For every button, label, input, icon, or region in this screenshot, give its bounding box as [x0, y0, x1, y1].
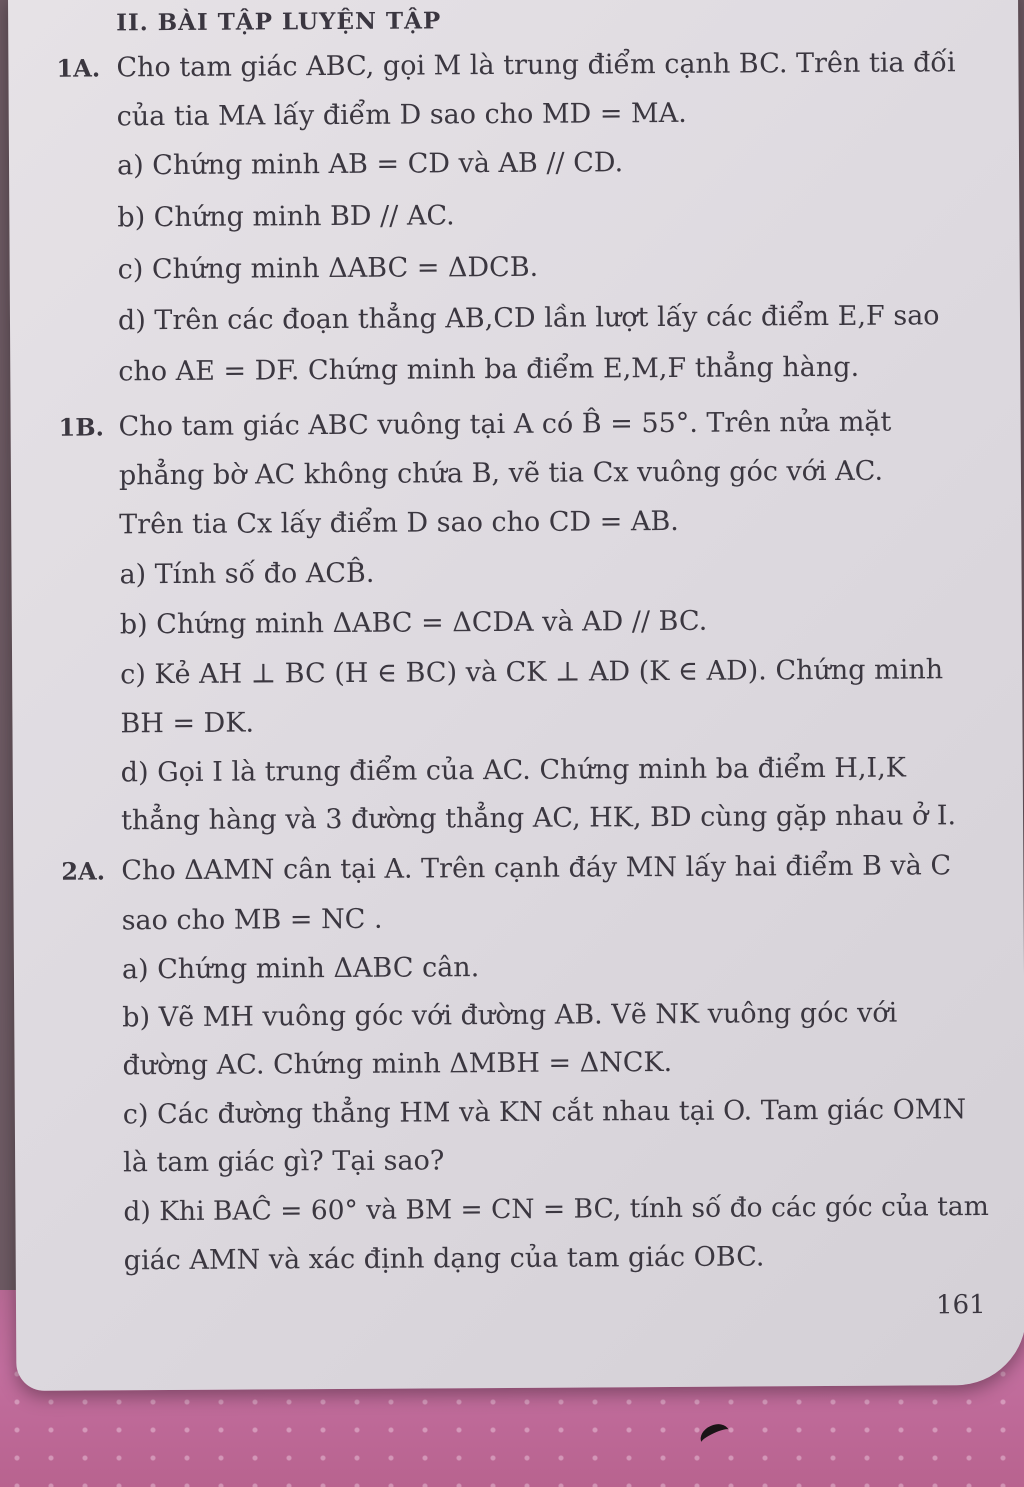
- problem-1a-part-d: d) Trên các đoạn thẳng AB,CD lần lượt lấy các điểm E,F sao: [117, 300, 940, 337]
- problem-1a-line-2: của tia MA lấy điểm D sao cho MD = MA.: [116, 97, 687, 133]
- problem-1a-part-b: b) Chứng minh BD // AC.: [117, 200, 455, 234]
- problem-2a-line-1: Cho ΔAMN cân tại A. Trên cạnh đáy MN lấy hai điểm B và C: [121, 850, 952, 887]
- section-heading: II. BÀI TẬP LUYỆN TẬP: [116, 7, 442, 37]
- book-page: [8, 0, 1024, 1391]
- problem-1b-part-c-cont: BH = DK.: [120, 707, 255, 740]
- page-number: 161: [935, 1290, 986, 1321]
- problem-number-1a: 1A.: [56, 53, 101, 83]
- problem-1b-part-a: a) Tính số đo ACB̂.: [119, 557, 375, 591]
- problem-1b-part-b: b) Chứng minh ΔABC = ΔCDA và AD // BC.: [119, 605, 708, 641]
- problem-2a-part-b: b) Vẽ MH vuông góc với đường AB. Vẽ NK vuông góc với: [122, 997, 898, 1034]
- problem-1a-part-d-cont: cho AE = DF. Chứng minh ba điểm E,M,F thẳng hàng.: [118, 351, 860, 388]
- problem-2a-part-d-cont: giác AMN và xác định dạng của tam giác OBC.: [123, 1241, 765, 1277]
- problem-2a-part-a: a) Chứng minh ΔABC cân.: [121, 952, 480, 986]
- problem-1b-part-d-cont: thẳng hàng và 3 đường thẳng AC, HK, BD cùng gặp nhau ở I.: [120, 800, 957, 837]
- problem-1a-part-c: c) Chứng minh ΔABC = ΔDCB.: [117, 251, 539, 286]
- problem-2a-part-c: c) Các đường thẳng HM và KN cắt nhau tại O. Tam giác OMN: [122, 1094, 967, 1131]
- problem-1b-line-1: Cho tam giác ABC vuông tại A có B̂ = 55°. Trên nửa mặt: [118, 406, 892, 443]
- problem-2a-part-c-cont: là tam giác gì? Tại sao?: [123, 1145, 445, 1179]
- problem-1a-part-a: a) Chứng minh AB = CD và AB // CD.: [116, 147, 624, 182]
- problem-1b-part-c: c) Kẻ AH ⊥ BC (H ∈ BC) và CK ⊥ AD (K ∈ AD). Chứng minh: [120, 654, 944, 691]
- problem-number-2a: 2A.: [61, 856, 106, 886]
- problem-2a-part-d: d) Khi BAĈ = 60° và BM = CN = BC, tính số đo các góc của tam: [123, 1191, 989, 1228]
- problem-2a-line-2: sao cho MB = NC .: [121, 903, 383, 937]
- problem-1b-part-d: d) Gọi I là trung điểm của AC. Chứng minh ba điểm H,I,K: [120, 752, 907, 789]
- problem-1b-line-3: Trên tia Cx lấy điểm D sao cho CD = AB.: [119, 505, 679, 541]
- problem-2a-part-b-cont: đường AC. Chứng minh ΔMBH = ΔNCK.: [122, 1046, 673, 1082]
- problem-1b-line-2: phẳng bờ AC không chứa B, vẽ tia Cx vuông góc với AC.: [118, 455, 884, 492]
- problem-number-1b: 1B.: [58, 412, 105, 442]
- problem-1a-line-1: Cho tam giác ABC, gọi M là trung điểm cạnh BC. Trên tia đối: [116, 47, 956, 84]
